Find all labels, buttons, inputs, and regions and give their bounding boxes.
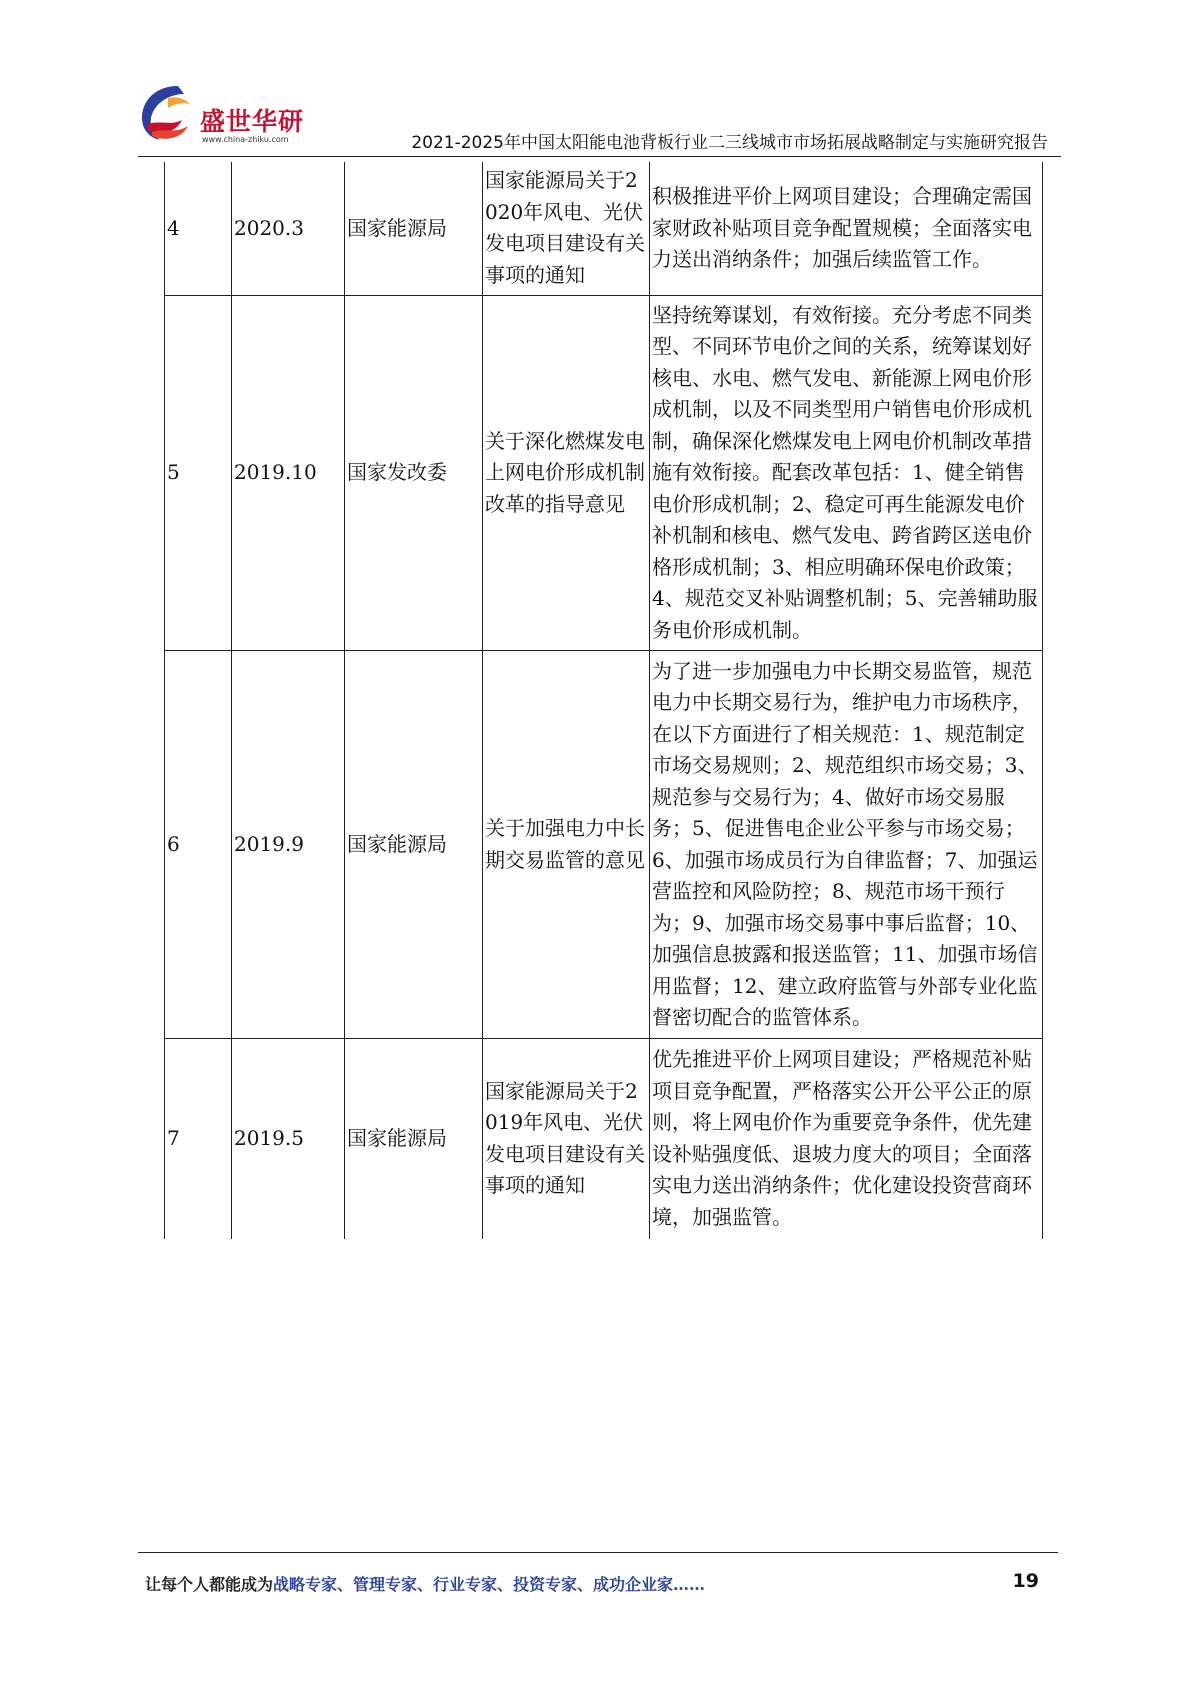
cell-policy-name: 关于深化燃煤发电上网电价形成机制改革的指导意见 bbox=[483, 295, 650, 651]
company-logo bbox=[138, 80, 338, 152]
cell-policy-name: 关于加强电力中长期交易监管的意见 bbox=[483, 651, 650, 1039]
footer-slogan-prefix: 让每个人都能成为 bbox=[145, 1575, 274, 1594]
footer-divider bbox=[138, 1552, 1058, 1553]
cell-no: 6 bbox=[165, 651, 232, 1039]
cell-no: 7 bbox=[165, 1039, 232, 1239]
table-row bbox=[165, 295, 1043, 651]
footer-slogan-highlight: 战略专家、管理专家、行业专家、投资专家、成功企业家…… bbox=[273, 1575, 706, 1594]
logo-emblem-icon bbox=[138, 80, 202, 146]
logo-name: 盛世华研 bbox=[200, 107, 305, 136]
cell-date: 2019.9 bbox=[232, 651, 345, 1039]
cell-policy-desc: 坚持统筹谋划，有效衔接。充分考虑不同类型、不同环节电价之间的关系，统筹谋划好核电、水电、燃气发电、新能源上网电价形成机制，以及不同类型用户销售电价形成机制，确保深化燃煤发电上网电价机制改革措施有效衔接。配套改革包括：1、健全销售电价形成机制；2、稳定可再生能源发电价补机制和核电、燃气发电、跨省跨区送电价格形成机制；3、相应明确环保电价政策；4、规范交叉补贴调整机制；5、完善辅助服务电价形成机制。 bbox=[650, 295, 1043, 651]
cell-policy-desc: 为了进一步加强电力中长期交易监管，规范电力中长期交易行为，维护电力市场秩序，在以下方面进行了相关规范：1、规范制定市场交易规则；2、规范组织市场交易；3、规范参与交易行为；4、做好市场交易服务；5、促进售电企业公平参与市场交易；6、加强市场成员行为自律监督；7、加强运营监控和风险防控；8、规范市场干预行为；9、加强市场交易事中事后监督；10、加强信息披露和报送监管；11、加强市场信用监督；12、建立政府监管与外部专业化监督密切配合的监管体系。 bbox=[650, 651, 1043, 1039]
cell-no: 4 bbox=[165, 162, 232, 295]
cell-no: 5 bbox=[165, 295, 232, 651]
report-title: 2021-2025年中国太阳能电池背板行业二三线城市市场拓展战略制定与实施研究报告 bbox=[411, 133, 1048, 153]
page-number: 19 bbox=[1012, 1570, 1039, 1592]
cell-agency: 国家能源局 bbox=[345, 162, 483, 295]
table-row bbox=[165, 651, 1043, 1039]
table-row bbox=[165, 1039, 1043, 1239]
cell-policy-name: 国家能源局关于2020年风电、光伏发电项目建设有关事项的通知 bbox=[483, 162, 650, 295]
cell-policy-name: 国家能源局关于2019年风电、光伏发电项目建设有关事项的通知 bbox=[483, 1039, 650, 1239]
footer-slogan bbox=[145, 1572, 705, 1595]
cell-policy-desc: 优先推进平价上网项目建设；严格规范补贴项目竞争配置，严格落实公开公平公正的原则，将上网电价作为重要竞争条件，优先建设补贴强度低、退坡力度大的项目；全面落实电力送出消纳条件；优化建设投资营商环境，加强监管。 bbox=[650, 1039, 1043, 1239]
cell-agency: 国家能源局 bbox=[345, 1039, 483, 1239]
logo-url: www.china-zhiku.com bbox=[202, 135, 289, 144]
cell-date: 2019.10 bbox=[232, 295, 345, 651]
cell-agency: 国家发改委 bbox=[345, 295, 483, 651]
header-divider bbox=[138, 156, 1061, 157]
cell-date: 2020.3 bbox=[232, 162, 345, 295]
table-row bbox=[165, 162, 1043, 295]
cell-agency: 国家能源局 bbox=[345, 651, 483, 1039]
cell-date: 2019.5 bbox=[232, 1039, 345, 1239]
cell-policy-desc: 积极推进平价上网项目建设；合理确定需国家财政补贴项目竞争配置规模；全面落实电力送出消纳条件；加强后续监管工作。 bbox=[650, 162, 1043, 295]
policy-table bbox=[164, 162, 1043, 1239]
